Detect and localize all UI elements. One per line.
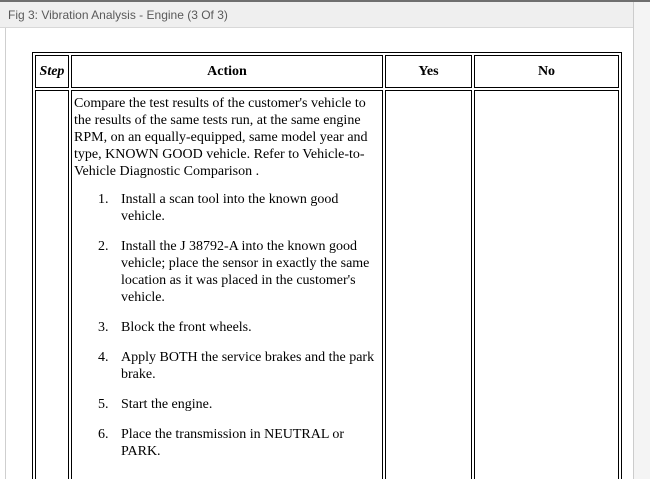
scrollbar-track[interactable] [633, 2, 650, 479]
header-step: Step [35, 55, 69, 88]
figure-title-bar [0, 2, 633, 28]
figure-title: Fig 3: Vibration Analysis - Engine (3 Of 3) [8, 8, 228, 22]
step-text: Block the front wheels. [121, 320, 252, 335]
table-header-row [35, 55, 619, 88]
action-steps-list [74, 191, 381, 460]
step-number: 2. [98, 239, 109, 254]
step-text: Install a scan tool into the known good vehicle. [121, 192, 339, 224]
step-number: 4. [98, 350, 109, 365]
header-no: No [474, 55, 619, 88]
step-number: 6. [98, 427, 109, 442]
left-margin-rule [5, 28, 6, 479]
no-cell [474, 90, 619, 479]
list-item [74, 319, 381, 336]
action-cell [71, 90, 383, 479]
list-item [74, 396, 381, 413]
list-item [74, 426, 381, 460]
step-text: Apply BOTH the service brakes and the park brake. [121, 350, 375, 382]
step-text: Start the engine. [121, 397, 213, 412]
list-item [74, 349, 381, 383]
step-text: Place the transmission in NEUTRAL or PARK. [121, 427, 345, 459]
step-text: Install the J 38792-A into the known good vehicle; place the sensor in exactly the same location as it was placed in the customer's vehicle. [121, 239, 370, 305]
step-number: 3. [98, 320, 109, 335]
diagnostic-procedure-table [32, 52, 622, 479]
yes-cell [385, 90, 472, 479]
list-item [74, 191, 381, 225]
step-number: 5. [98, 397, 109, 412]
action-intro-text: Compare the test results of the customer's vehicle to the results of the same tests run, at the same engine RPM, on an equally-equipped, same model year and type, KNOWN GOOD vehicle. Refer to Vehicle-to-Vehicle Diagnostic Comparison . [74, 96, 368, 179]
table-row [35, 90, 619, 479]
header-action: Action [71, 55, 383, 88]
header-yes: Yes [385, 55, 472, 88]
step-cell [35, 90, 69, 479]
list-item [74, 238, 381, 306]
step-number: 1. [98, 192, 109, 207]
